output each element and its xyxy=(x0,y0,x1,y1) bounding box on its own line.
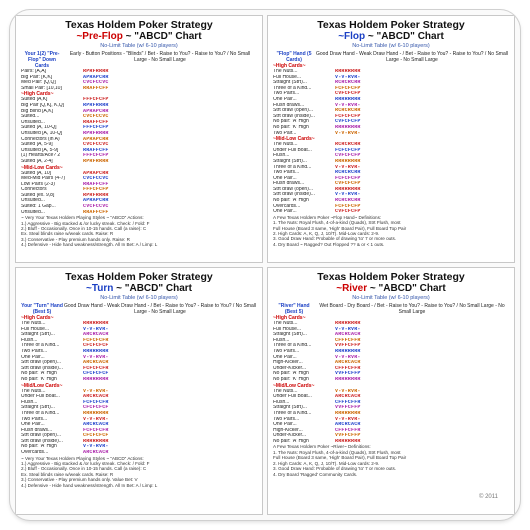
action-cells: FCFCFCFP xyxy=(335,175,361,181)
street-name: ~River xyxy=(336,283,368,294)
action-cells: RCRCRCRR xyxy=(335,198,361,204)
hand-name: Full House... xyxy=(273,326,302,332)
hand-name: No pair: 'K' High xyxy=(273,124,309,130)
action-cells: APRAPCRR xyxy=(83,198,109,204)
chart-name: ~ "ABCD" Chart xyxy=(369,283,446,294)
action-cells: V-V-RVR- xyxy=(83,416,109,422)
action-cells: V-V-RVR- xyxy=(335,388,361,394)
action-cells: ARCRCACR xyxy=(335,332,361,338)
action-cells: FCFCFCFR xyxy=(83,365,109,371)
hand-name: Unsuited [A, 10-Q] xyxy=(21,130,63,136)
hand-name: Med Pair: [Q,Q] xyxy=(21,80,56,86)
section-heading: ~High Cards~ xyxy=(21,91,54,98)
strategy-note: 4.) Defensive - Hide hand weakness/strength. All In Bet: A / Limp: L xyxy=(21,242,158,248)
action-cells: V-V-RVR- xyxy=(83,326,109,332)
hand-name: One Pair... xyxy=(21,422,45,428)
chart-row xyxy=(21,159,257,165)
hand-name: High-Kicker... xyxy=(273,360,303,366)
strategy-note: Full House (Board 3 same, 'High' Board Pair), Full Board Top Pair xyxy=(273,225,407,231)
action-cells: RRAFFCFF xyxy=(83,209,109,215)
action-cells: CFCFCFCF xyxy=(83,343,109,349)
hand-name: No pair: 'K' High xyxy=(273,376,309,382)
column-header xyxy=(21,303,257,315)
action-cells: VVFFCFFP xyxy=(335,371,361,377)
hand-name: Flush... xyxy=(273,399,290,405)
action-cells: FCFCFCFP xyxy=(335,147,361,153)
action-cells: V-V-RVR- xyxy=(335,130,361,136)
action-cells: APRAPCRR xyxy=(83,136,109,142)
action-cells: FCFCFCFP xyxy=(335,203,361,209)
action-cells: RRAFFCFF xyxy=(83,147,109,153)
hand-name: One Pair... xyxy=(273,175,297,181)
action-cells: RRAFFCFF xyxy=(83,85,109,91)
hand-name: Under-Kicker... xyxy=(273,433,307,439)
action-cells: RPRFRRRR xyxy=(83,69,109,74)
action-cells: RRRRRRRR xyxy=(83,438,109,444)
action-cells: APRAPCRR xyxy=(83,108,109,114)
action-cells: ARCRCACR xyxy=(335,394,361,400)
hand-name: Straight (Strt)... xyxy=(273,332,307,338)
action-cells: VVFFCFFP xyxy=(335,405,361,411)
table-type: No-Limit Table (w/ 6-10 players) xyxy=(352,295,430,301)
hand-name: Unsuited... xyxy=(21,119,45,125)
hand-name: Flush... xyxy=(21,399,38,405)
turn-chart-panel xyxy=(15,267,263,515)
column-header xyxy=(21,51,257,69)
section-heading: ~High Cards~ xyxy=(273,63,306,69)
action-cells: RCRCRCRR xyxy=(335,80,361,86)
action-cells: RCRCRCRR xyxy=(335,170,361,176)
action-cells: CFFFCFFR xyxy=(335,399,361,405)
action-cells: CVFCFCFP xyxy=(335,181,361,187)
action-cells: RPRFRRRR xyxy=(83,102,109,108)
mousepad xyxy=(10,10,520,520)
action-cells: CFCFCFCF xyxy=(83,433,109,439)
hand-name: Flush... xyxy=(273,153,290,159)
strategy-note: 4. Dry Board ~ Ragged? Out Flopped ?? & or < 1 outs. xyxy=(273,241,385,247)
hand-name: Full House... xyxy=(273,74,302,80)
action-cells: CVCFCCVC xyxy=(83,204,109,210)
hand-name: (1) Hearts/Ace? 2 xyxy=(21,153,61,159)
strategy-note: ~ Very Your Texas Holdem Playing Styles ~ "ABCD" Actions: xyxy=(21,455,144,461)
hand-name: Strt draw (inside)... xyxy=(21,438,63,444)
section-heading: ~High Cards~ xyxy=(21,315,54,321)
hand-name: Med-Mid Pairs (4-7) xyxy=(21,176,66,182)
hand-name: Two Pairs... xyxy=(273,416,300,422)
action-cells: V-V-RVR- xyxy=(83,444,109,450)
action-cells: VVFFCFFP xyxy=(335,433,361,439)
strategy-note: A Few Texas Holdem Poker ~Flop Hand~ Definitions: xyxy=(273,214,382,220)
hand-name: The Nuts... xyxy=(273,321,298,326)
street-name: ~Flop xyxy=(338,31,366,42)
action-cells: FCFCFCFR xyxy=(83,427,109,433)
hand-name: One Pair... xyxy=(21,354,45,360)
table-type: No-Limit Table (w/ 6-10 players) xyxy=(100,295,178,301)
hand-name: Unsuited... xyxy=(21,209,45,215)
section-heading: ~Mid-Low Cards~ xyxy=(273,136,315,143)
action-cells: FFFCFCFP xyxy=(83,97,109,103)
strategy-note: 1.) Aggressive - Big stacked & /or lucky streak. Check: / Fold: F xyxy=(21,461,150,467)
table-type: No-Limit Table (w/ 6-10 players) xyxy=(100,43,178,49)
hand-name: Straight (Strt)... xyxy=(21,332,55,338)
action-cells: CVFCFCFP xyxy=(335,209,361,215)
action-cells: RRRRRRRR xyxy=(83,376,109,382)
hand-name: Flush draws... xyxy=(273,181,305,187)
hand-name: Two Pairs... xyxy=(273,170,300,176)
hand-name: Straight (Strt)... xyxy=(273,80,307,86)
hand-name: Straight (Strt)... xyxy=(273,158,307,164)
hand-name: Three of a Kind... xyxy=(21,410,60,416)
action-cells: RCRCRCRR xyxy=(335,142,361,148)
action-cells: ARCRCACR xyxy=(83,332,109,338)
strategy-note: A Few Texas Holdem Poker ~River~ Definitions: xyxy=(273,444,371,450)
hand-name: The Nuts... xyxy=(273,142,298,148)
hand-name: Two Pairs... xyxy=(273,91,300,97)
action-cells: VVFFCFFP xyxy=(335,343,361,349)
action-cells: ARCRCACR xyxy=(335,422,361,428)
chart-name: ~ "ABCD" Chart xyxy=(125,31,202,42)
action-cells: RPRFRRRR xyxy=(83,192,109,198)
hand-name: Three of a Kind... xyxy=(273,85,312,91)
column-labels: Early - Button Positions - "Blinds" / Bet - Raise to You? - Raise to You? / No Small Large - No Small Large xyxy=(69,51,251,63)
strategy-note: 2.) Bluff - Occasionally. Once in 10-15 hands. Call (a raise): C xyxy=(21,466,147,472)
strategy-note: 3.) Conservative - Play premium hands only. Value Bet: V xyxy=(21,477,138,483)
hand-name: Low Pairs (2-3) xyxy=(21,181,55,187)
hand-name: One Pair... xyxy=(273,354,297,360)
strategy-note: 4. Dry Board 'Ragged' Community Cards. xyxy=(273,471,358,477)
column-header xyxy=(273,51,509,63)
hand-name: No pair: 'A' High xyxy=(21,371,57,377)
hand-label: "Flop" Hand (5 Cards) xyxy=(276,51,312,63)
hand-name: One Pair... xyxy=(273,422,297,428)
hand-name: Two Pairs... xyxy=(21,348,48,354)
action-cells: RRRRRRRR xyxy=(335,321,361,326)
strategy-note: 3.) Conservative - Play premium hands only. Raise: R xyxy=(21,236,130,242)
hand-name: No pair: 'A' High xyxy=(21,444,57,450)
hand-name: No pair: 'A' High xyxy=(273,198,309,204)
hand-name: Suited [A,K] xyxy=(21,97,48,103)
hand-name: Two Pairs... xyxy=(21,416,48,422)
action-cells: CVFCFCFP xyxy=(335,153,361,159)
strategy-note: Ex. Steal blinds raise w/weak cards. Raise: R xyxy=(21,231,114,237)
strategy-note: 1.) Aggressive - Big stacked & /or lucky streak. Check: / Fold: F xyxy=(21,220,150,226)
hand-name: Unsuited... xyxy=(21,198,45,204)
hand-name: One Pair... xyxy=(273,96,297,102)
hand-name: Connectors xyxy=(21,187,47,193)
column-labels: Good Draw Hand - Weak Draw Hand - / Bet - Raise to You? - Raise to You? / No Small Large - No Small Large xyxy=(316,51,508,63)
strategy-note: 2.) Bluff - Occasionally. Once in 10-15 hands. Call (a raise): C xyxy=(21,226,147,232)
hand-name: Flush... xyxy=(21,337,38,343)
preflop-chart-panel xyxy=(15,15,263,263)
strategy-note: 1. The Nuts: Royal Flush, 4-of-a-kind (Quads), Strt Flush, most xyxy=(273,220,401,226)
hand-name: Strt draw (open)... xyxy=(273,186,314,192)
action-cells: V-V-RVR- xyxy=(335,74,361,80)
action-cells: RRRRRRRR xyxy=(335,410,361,416)
hand-label: Your "Turn" Hand (Best 5) xyxy=(21,303,63,315)
panel-subtitle xyxy=(21,283,257,295)
strategy-note: 3. Good Draw Hand: Probable of drawing 'to' 7 or more outs. xyxy=(273,466,397,472)
hand-name: Suited [ex. 9,8] xyxy=(21,192,55,198)
strategy-note: ~ Very Your Texas Holdem Playing Styles ~ "ABCD" Actions: xyxy=(21,215,144,221)
hand-name: Big Blind [A,K] xyxy=(21,108,53,114)
hand-name: Under Full Boat... xyxy=(21,394,60,400)
strategy-note: 3. Good Draw Hand: Probable of drawing 'to' 7 or more outs. xyxy=(273,236,397,242)
hand-label: "River" Hand (Best 5) xyxy=(278,303,310,315)
action-cells: FCFCFCFP xyxy=(335,113,361,119)
hand-name: Under Full Boat... xyxy=(273,394,312,400)
street-name: ~Turn xyxy=(86,283,114,294)
action-cells: CVCFCCVC xyxy=(83,142,109,148)
action-cells: APRAPCRR xyxy=(83,170,109,176)
hand-name: Strt draw (inside)... xyxy=(21,365,63,371)
hand-name: Under-Kicker... xyxy=(273,365,307,371)
hand-name: Three of a Kind... xyxy=(21,343,60,349)
action-cells: RRRRRRRR xyxy=(83,348,109,354)
hand-name: Suited: 1 Gap... xyxy=(21,204,56,210)
hand-name: Flush draws... xyxy=(273,102,305,108)
strategy-note: 2. High Cards: A, K, Q, J, 10/T). Mid-Low cards: 2-9. xyxy=(273,231,380,237)
action-cells: RRRRRRRR xyxy=(335,69,361,74)
hand-label: Your 1(2) "Pre-Flop" Down Cards xyxy=(24,51,60,69)
action-cells: RRRRRRRR xyxy=(335,158,361,164)
hand-name: Straight (Strt)... xyxy=(21,405,55,411)
panel-subtitle xyxy=(21,31,257,43)
section-heading: ~Mid/Low Cards~ xyxy=(273,382,315,389)
hand-name: Suited [A, 5-9] xyxy=(21,142,53,148)
hand-name: One Pair... xyxy=(273,209,297,215)
action-cells: ARCRCACR xyxy=(335,360,361,366)
hand-name: Suited [A, 10] xyxy=(21,170,52,176)
hand-name: Three of a Kind... xyxy=(273,343,312,349)
strategy-note: 1. The Nuts: Royal Flush, 4-of-a-kind (Quads), Strt Flush, most xyxy=(273,449,401,455)
hand-name: The Nuts... xyxy=(273,388,298,394)
action-cells: CFCFCFCF xyxy=(83,405,109,411)
action-cells: ARCRCACR xyxy=(83,360,109,366)
action-cells: V-V-RVR- xyxy=(335,416,361,422)
action-cells: V-V-RVR- xyxy=(335,326,361,332)
hand-name: Suited [A, 2-4] xyxy=(21,158,53,164)
strategy-note: Ex. Steal blinds raise w/weak cards. Raise: R xyxy=(21,471,114,477)
hand-name: Strt draw (open)... xyxy=(21,360,62,366)
column-header xyxy=(273,303,509,315)
hand-name: Under Full Boat... xyxy=(273,147,312,153)
chart-name: ~ "ABCD" Chart xyxy=(367,31,444,42)
hand-name: Strt draw (inside)... xyxy=(273,192,315,198)
action-cells: RCRCRCRR xyxy=(335,108,361,114)
hand-name: The Nuts... xyxy=(21,388,46,394)
hand-name: No pair: 'K' High xyxy=(21,376,57,382)
action-cells: CFFFCFFR xyxy=(335,337,361,343)
action-cells: V-V-RVR- xyxy=(83,388,109,394)
hand-name: High-Kicker... xyxy=(273,427,303,433)
hand-name: Connectors (in A) xyxy=(21,136,60,142)
panel-title: Texas Holdem Poker Strategy xyxy=(317,19,465,31)
action-cells: CVCFCCVC xyxy=(83,176,109,182)
hand-name: Big Pair: [K,K] xyxy=(21,74,53,80)
panel-subtitle xyxy=(273,31,509,43)
section-heading: ~Mid/Low Cards~ xyxy=(21,382,63,389)
hand-name: Suited... xyxy=(21,114,40,120)
hand-name: Unsuited [A, 5-9] xyxy=(21,147,59,153)
river-chart-panel xyxy=(267,267,515,515)
hand-name: Flush draws... xyxy=(21,427,53,433)
action-cells: ARCRCACR xyxy=(83,422,109,428)
hand-name: Pairs: [A,A] xyxy=(21,69,47,74)
hand-name: Full House... xyxy=(21,326,50,332)
action-cells: RRRRRRRR xyxy=(335,348,361,354)
action-cells: FCFCFCFR xyxy=(83,399,109,405)
hand-name: The Nuts... xyxy=(273,69,298,74)
action-cells: CVCFCCVC xyxy=(83,114,109,120)
panel-title: Texas Holdem Poker Strategy xyxy=(65,19,213,31)
chart-name: ~ "ABCD" Chart xyxy=(116,283,192,294)
action-cells: CFCFCFCF xyxy=(83,371,109,377)
panel-title: Texas Holdem Poker Strategy xyxy=(317,271,465,283)
column-labels: Good Draw Hand - Weak Draw Hand - / Bet - Raise to You? - Raise to You? / No Small Large - No Small Large xyxy=(64,303,256,315)
hand-name: Flush... xyxy=(273,337,290,343)
chart-row xyxy=(21,86,257,92)
strategy-note: Full House (Board 3 same, 'High' Board Pair), Full Board Top Pair xyxy=(273,455,407,461)
section-heading: ~Mid-Low Cards~ xyxy=(21,164,63,171)
street-name: ~Pre-Flop xyxy=(76,31,123,42)
action-cells: RRRRRRRR xyxy=(335,124,361,130)
action-cells: FCFCFCFR xyxy=(83,337,109,343)
action-cells: V-V-RVR- xyxy=(335,354,361,360)
hand-name: Suited [A, 10-Q] xyxy=(21,125,57,131)
action-cells: RRRRRRRR xyxy=(335,376,361,382)
hand-name: Strt draw (inside)... xyxy=(273,113,315,119)
action-cells: ARCRCACR xyxy=(83,394,109,400)
hand-name: Two Pairs... xyxy=(273,348,300,354)
action-cells: FFFCFCFP xyxy=(83,153,109,159)
action-cells: RRRRRRRR xyxy=(335,186,361,192)
column-labels: Wet Board - Dry Board - / Bet - Raise to You? - Raise to You? / No Small Large - No Small Large xyxy=(319,303,505,315)
panel-subtitle xyxy=(273,283,509,295)
table-type: No-Limit Table (w/ 6-10 players) xyxy=(352,43,430,49)
chart-row xyxy=(21,377,257,383)
hand-name: Overcards... xyxy=(21,450,49,456)
action-cells: CFFFCFFR xyxy=(335,427,361,433)
action-cells: V-V-RVR- xyxy=(83,354,109,360)
hand-name: No pair: 'A' High xyxy=(273,371,309,377)
hand-name: Big Pair [Q,K], K,Q] xyxy=(21,102,65,108)
action-cells: V-V-RVR- xyxy=(335,164,361,170)
action-cells: V-V-RVR- xyxy=(335,192,361,198)
action-cells: RRAFFCFF xyxy=(83,119,109,125)
chart-row xyxy=(273,377,509,383)
action-cells: RRRRRRRR xyxy=(83,410,109,416)
action-cells: RPRFRRRR xyxy=(83,130,109,136)
strategy-note: 4.) Defensive - Hide hand weakness/strength. All In Bet: A / Limp: L xyxy=(21,482,158,488)
hand-name: Straight (Strt)... xyxy=(273,405,307,411)
action-cells: CVFCFCFP xyxy=(335,119,361,125)
panel-title: Texas Holdem Poker Strategy xyxy=(65,271,213,283)
hand-name: No pair: 'A' High xyxy=(273,119,309,125)
copyright-text: © 2011 xyxy=(479,494,498,500)
flop-chart-panel xyxy=(267,15,515,263)
hand-name: Three of a Kind... xyxy=(273,164,312,170)
hand-name: Small Pair: [10,10] xyxy=(21,85,62,91)
action-cells: RRRRRRRR xyxy=(83,321,109,326)
hand-name: The Nuts... xyxy=(21,321,46,326)
hand-name: No pair: 'A' High xyxy=(273,438,309,444)
chart-row xyxy=(21,450,257,456)
action-cells: V-V-RVR- xyxy=(335,102,361,108)
section-heading: ~High Cards~ xyxy=(273,315,306,321)
action-cells: FFFCFCFP xyxy=(83,125,109,131)
strategy-note: 2. High Cards: A, K, Q, J, 10/T). Mid-Low cards: 2-9. xyxy=(273,460,380,466)
hand-name: Two Pair... xyxy=(273,130,297,136)
hand-name: Strt draw (open)... xyxy=(273,108,314,114)
action-cells: FFFCFCFP xyxy=(83,187,109,193)
action-cells: CVFCFCFP xyxy=(335,91,361,97)
hand-name: Overcards... xyxy=(273,203,301,209)
action-cells: APRAPCRR xyxy=(83,74,109,80)
action-cells: RPRFRRRR xyxy=(83,158,109,164)
action-cells: RRRRRRRR xyxy=(335,96,361,102)
action-cells: FCFCFCFP xyxy=(335,85,361,91)
action-cells: CVCFCCVC xyxy=(83,80,109,86)
action-cells: ARCRCACR xyxy=(83,450,109,456)
action-cells: CFFFCFFR xyxy=(335,365,361,371)
action-cells: RRRRRRRR xyxy=(335,438,361,444)
hand-name: Three of a Kind... xyxy=(273,410,312,416)
action-cells: RRAFFCFF xyxy=(83,181,109,187)
hand-name: Strt draw (open)... xyxy=(21,433,62,439)
